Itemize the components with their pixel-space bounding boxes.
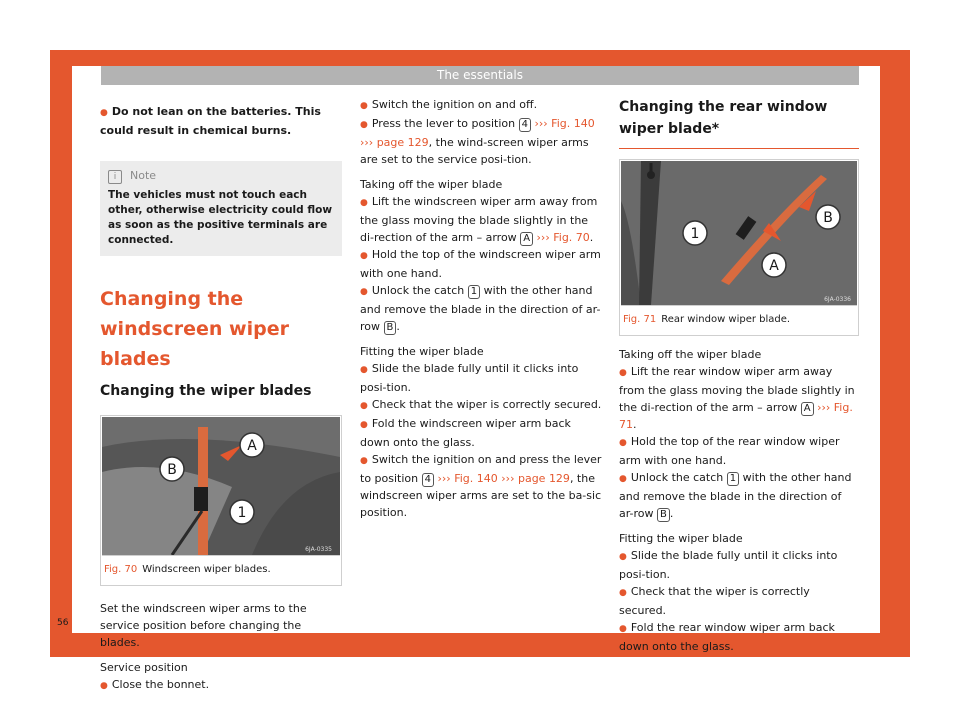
takeoff-heading: Taking off the wiper blade — [360, 178, 503, 191]
fit-heading: Fitting the wiper blade — [360, 345, 484, 358]
bullet-check-wiper: ● Check that the wiper is correctly secured. — [360, 396, 602, 415]
note-box — [100, 161, 342, 256]
section-title: Changing the windscreen wiper blades — [100, 288, 289, 370]
service-heading: Service position — [100, 661, 188, 674]
rear-takeoff-heading: Taking off the wiper blade — [619, 348, 762, 361]
bullet-lift-arm: ● Lift the windscreen wiper arm away from the glass moving the blade slightly in the di-rection of the arm – arrow A ››› Fig. 70. — [360, 193, 602, 246]
note-title: Note — [130, 169, 157, 182]
bullet-hold-top: ● Hold the top of the windscreen wiper arm with one hand. — [360, 246, 602, 282]
callout-A: A — [247, 438, 257, 454]
warning-bullet: ● Do not lean on the batteries. This could result in chemical burns. — [100, 103, 342, 139]
key-4-b: 4 — [422, 473, 434, 487]
callout-1-rear: 1 — [690, 226, 700, 242]
callout-1: 1 — [237, 505, 247, 521]
info-icon: i — [108, 170, 122, 184]
intro-text: Set the windscreen wiper arms to the service position before changing the blades. — [100, 602, 307, 649]
rear-bullet-slide-blade: ● Slide the blade fully until it clicks into posi-tion. — [619, 547, 859, 583]
callout-B: B — [167, 462, 177, 478]
rear-bullet-hold-top: ● Hold the top of the rear window wiper arm with one hand. — [619, 433, 859, 469]
bullet-ignition: ● Switch the ignition on and off. — [360, 96, 602, 115]
rear-section-title: Changing the rear window wiper blade* — [619, 96, 859, 149]
rear-key-B: B — [657, 508, 670, 522]
figure-71 — [619, 159, 859, 336]
subsection-title: Changing the wiper blades — [100, 383, 312, 399]
bullet-unlock-catch: ● Unlock the catch 1 with the other hand and remove the blade in the direction of ar-row B . — [360, 282, 602, 335]
column-1 — [100, 103, 342, 695]
link-fig-140[interactable]: Fig. 140 — [551, 117, 595, 130]
windscreen-wiper-illustration — [102, 417, 340, 555]
figure-label-rear: Fig. 71 — [623, 314, 657, 325]
link-page-129[interactable]: page 129 — [376, 136, 429, 149]
key-4: 4 — [519, 118, 531, 132]
bullet-slide-blade: ● Slide the blade fully until it clicks into posi-tion. — [360, 360, 602, 396]
figure-70 — [100, 415, 342, 586]
link-fig-71[interactable]: Fig. 71 — [619, 401, 853, 431]
rear-key-1: 1 — [727, 472, 739, 486]
key-A: A — [520, 232, 533, 246]
rear-bullet-lift-arm: ● Lift the rear window wiper arm away from the glass moving the blade slightly in the di-rection of the arm – arrow A ››› Fig. 71. — [619, 363, 859, 433]
figure-label: Fig. 70 — [104, 564, 138, 575]
rear-bullet-check-wiper: ● Check that the wiper is correctly secured. — [619, 583, 859, 619]
rear-key-A: A — [801, 402, 814, 416]
figure-caption-rear: Rear window wiper blade. — [661, 314, 791, 325]
key-1: 1 — [468, 285, 480, 299]
rear-bullet-fold-arm: ● Fold the rear window wiper arm back down onto the glass. — [619, 619, 859, 655]
link-fig-70[interactable]: Fig. 70 — [553, 231, 590, 244]
figure-code-rear: 6JA-0336 — [824, 296, 851, 303]
column-3 — [619, 96, 859, 655]
rear-wiper-illustration — [621, 161, 857, 305]
callout-B-rear: B — [823, 210, 833, 226]
figure-code: 6JA-0335 — [305, 546, 332, 553]
column-2 — [360, 96, 602, 521]
link-page-129-b[interactable]: page 129 — [517, 472, 570, 485]
link-fig-140-b[interactable]: Fig. 140 — [454, 472, 498, 485]
callout-A-rear: A — [769, 258, 779, 274]
key-B: B — [384, 321, 397, 335]
figure-caption: Windscreen wiper blades. — [142, 564, 271, 575]
note-text: The vehicles must not touch each other, otherwise electricity could flow as soon as the positive terminals are connected. — [108, 189, 333, 246]
bullet-switch-ignition: ● Switch the ignition on and press the lever to position 4 ››› Fig. 140 ››› page 129, the windscreen wiper arms are set to the ba-sic position. — [360, 451, 602, 521]
rear-bullet-unlock-catch: ● Unlock the catch 1 with the other hand and remove the blade in the direction of ar-row B . — [619, 469, 859, 522]
rear-fit-heading: Fitting the wiper blade — [619, 532, 743, 545]
page-header: The essentials — [101, 66, 859, 85]
bullet-close-bonnet: ● Close the bonnet. — [100, 676, 342, 695]
bullet-press-lever: ● Press the lever to position 4 ››› Fig. 140 ››› page 129, the wind-screen wiper arms are set to the service posi-tion. — [360, 115, 602, 168]
bullet-fold-arm: ● Fold the windscreen wiper arm back down onto the glass. — [360, 415, 602, 451]
page-number: 56 — [57, 618, 69, 628]
